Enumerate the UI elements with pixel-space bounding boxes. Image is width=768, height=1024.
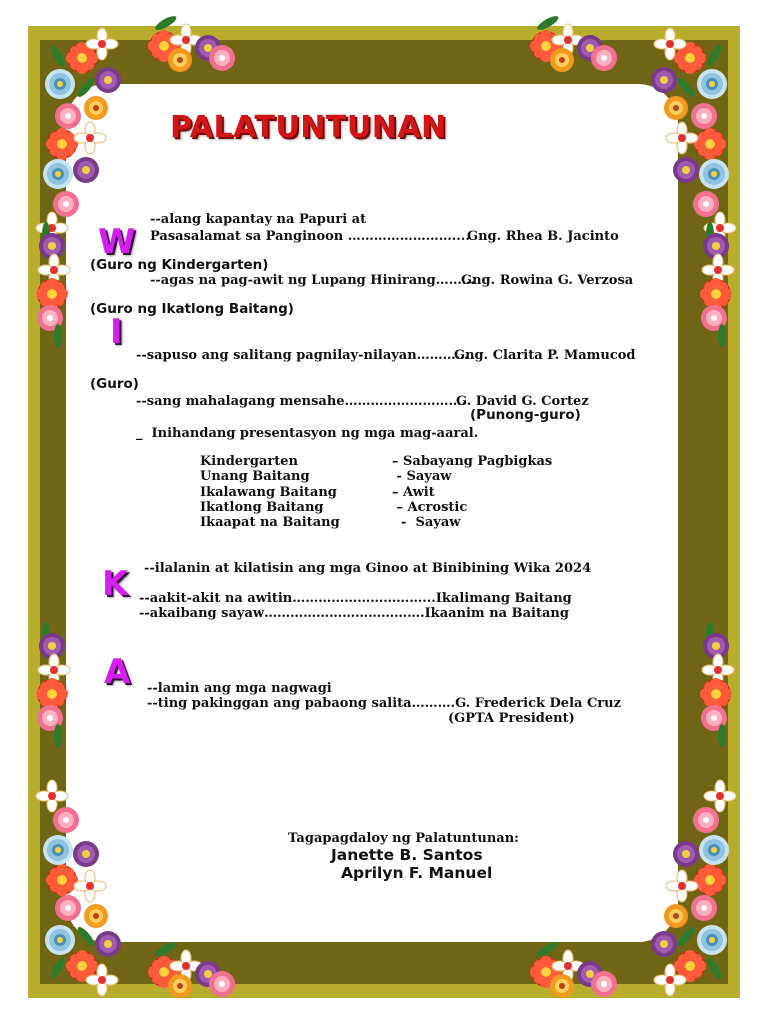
k-line-1: --ilalanin at kilatisin ang mga Ginoo at Binibining Wika 2024 <box>144 561 592 576</box>
anthem-speaker-role: (Guro ng Ikatlong Baitang) <box>90 301 294 317</box>
anthem-speaker: Gng. Rowina G. Verzosa <box>461 273 634 288</box>
a-line-3: (GPTA President) <box>448 711 575 726</box>
host-name-1: Janette B. Santos <box>331 846 483 864</box>
acrostic-letter-k: K <box>102 564 129 604</box>
reflection-speaker-role: (Guro) <box>90 376 139 392</box>
message-line: --sang mahalagang mensahe………………………. <box>136 394 467 409</box>
presentation-grade: Unang Baitang <box>200 469 310 484</box>
prayer-line-1: --alang kapantay na Papuri at <box>150 212 367 227</box>
acrostic-letter-w: W <box>98 222 136 262</box>
a-line-1: --lamin ang mga nagwagi <box>147 681 332 696</box>
presentation-activity: – Acrostic <box>392 500 468 515</box>
presentation-grade: Ikaapat na Baitang <box>200 515 340 530</box>
presentation-activity: – Sabayang Pagbigkas <box>392 454 553 469</box>
prayer-speaker-role: (Guro ng Kindergarten) <box>90 257 269 273</box>
k-line-3: --akaibang sayaw……………………………….Ikaanim na Baitang <box>139 606 569 621</box>
reflection-line: --sapuso ang salitang pagnilay-nilayan………… <box>136 348 469 363</box>
k-line-2: --aakit-akit na awitin…………………………...Ikalimang Baitang <box>139 591 572 606</box>
presentation-grade: Ikatlong Baitang <box>200 500 324 515</box>
program-title: PALATUNTUNAN <box>170 110 447 145</box>
host-name-2: Aprilyn F. Manuel <box>341 864 493 882</box>
acrostic-letter-i: I <box>110 312 123 352</box>
acrostic-letter-a: A <box>104 652 131 692</box>
presentation-activity: - Sayaw <box>392 469 452 484</box>
presentation-line: _ Inihandang presentasyon ng mga mag-aaral. <box>136 426 479 441</box>
reflection-speaker: Gng. Clarita P. Mamucod <box>454 348 636 363</box>
anthem-line: --agas na pag-awit ng Lupang Hinirang……… <box>150 273 475 288</box>
prayer-line-2: Pasasalamat sa Panginoon …………………….... <box>150 229 470 244</box>
presentation-grade: Ikalawang Baitang <box>200 485 337 500</box>
hosts-label: Tagapagdaloy ng Palatuntunan: <box>288 831 519 846</box>
presentation-activity: – Awit <box>392 485 435 500</box>
message-speaker: G. David G. Cortez <box>456 394 589 409</box>
presentation-grade: Kindergarten <box>200 454 298 469</box>
prayer-speaker: Gng. Rhea B. Jacinto <box>467 229 619 244</box>
a-line-2: --ting pakinggan ang pabaong salita……….G. Frederick Dela Cruz <box>147 696 621 711</box>
message-speaker-role: (Punong-guro) <box>470 407 581 423</box>
presentation-activity: - Sayaw <box>392 515 461 530</box>
